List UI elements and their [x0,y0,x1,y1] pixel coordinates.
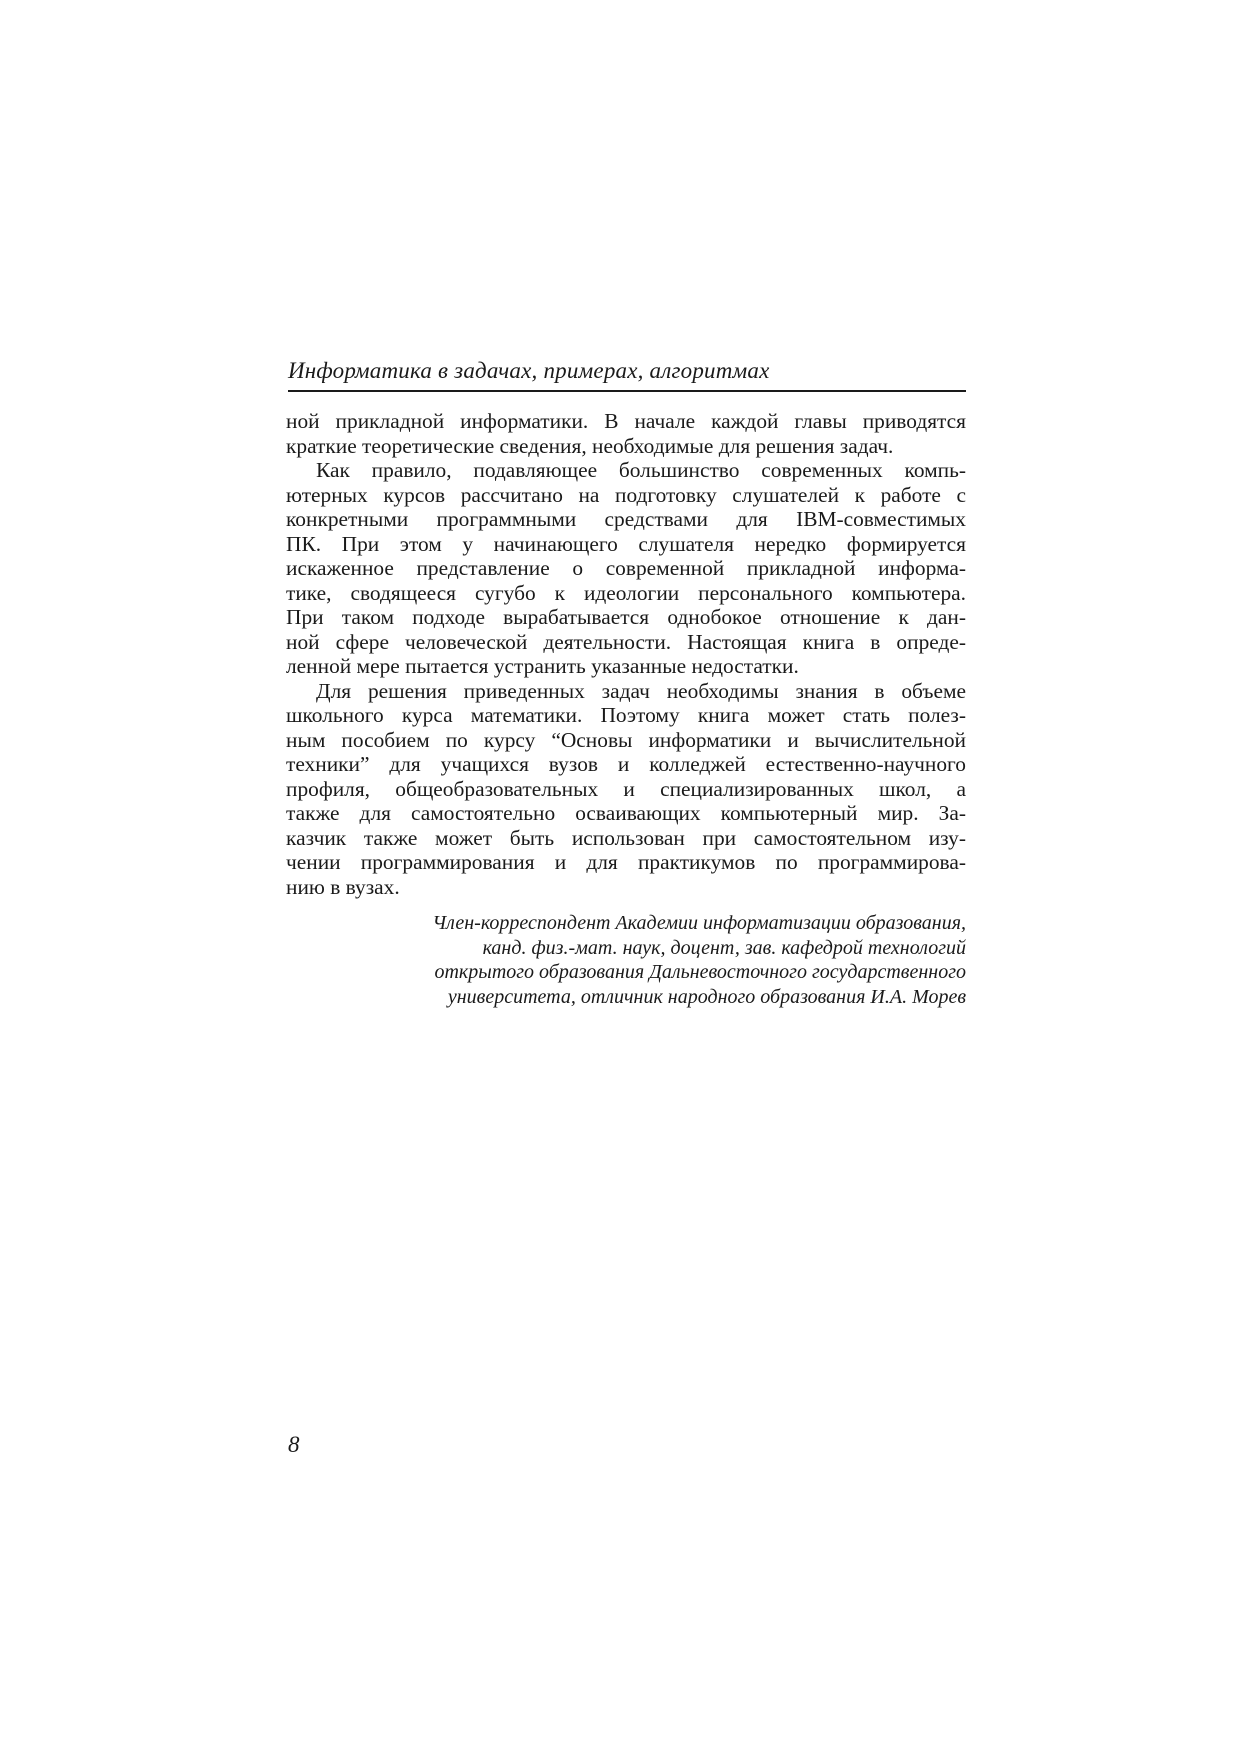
text-line: нию в вузах. [286,874,400,899]
running-header-title: Информатика в задачах, примерах, алгоритмах [288,358,770,383]
paragraph-2 [286,458,966,679]
text-line: школьного курса математики. Поэтому книга может стать полез- [286,703,966,727]
text-line: ной прикладной информатики. В начале каждой главы приводятся [286,409,966,433]
text-line: ной сфере человеческой деятельности. Настоящая книга в опреде- [286,629,966,654]
running-header [288,352,966,392]
text-line: также для самостоятельно осваивающих компьютерный мир. За- [286,801,966,825]
text-line: ПК. При этом у начинающего слушателя нередко формируется [286,531,966,556]
text-line: конкретными программными средствами для IBM-совместимых [286,507,966,531]
body-text [286,409,966,899]
text-line: казчик также может быть использован при самостоятельном изу- [286,825,966,850]
signature-line: канд. физ.-мат. наук, доцент, зав. кафедрой технологий [482,936,966,959]
text-line: тике, сводящееся сугубо к идеологии персонального компьютера. [286,580,966,605]
text-line: При таком подходе вырабатывается однобокое отношение к дан- [286,605,966,629]
signature-line: открытого образования Дальневосточного государственного [434,961,966,983]
signature-line: Член-корреспондент Академии информатизации образования, [432,912,966,934]
text-line: Как правило, подавляющее большинство современных компь- [316,458,966,482]
text-line: ленной мере пытается устранить указанные недостатки. [286,654,799,678]
signature-line: университета, отличник народного образования И.А. Морев [447,985,966,1008]
paragraph-1 [286,409,966,458]
text-line: ным пособием по курсу “Основы информатики и вычислительной [286,727,966,752]
text-line: ютерных курсов рассчитано на подготовку слушателей к работе с [286,482,966,507]
text-line: профиля, общеобразовательных и специализированных школ, а [286,776,966,801]
author-signature [326,911,966,1009]
paragraph-3 [286,679,966,900]
text-line: искаженное представление о современной прикладной информа- [286,556,966,580]
text-line: техники” для учащихся вузов и колледжей естественно-научного [286,752,966,776]
page-number: 8 [288,1432,300,1457]
text-line: краткие теоретические сведения, необходимые для решения задач. [286,433,894,458]
text-line: чении программирования и для практикумов по программирова- [286,850,966,874]
text-line: Для решения приведенных задач необходимы знания в объеме [316,678,966,703]
